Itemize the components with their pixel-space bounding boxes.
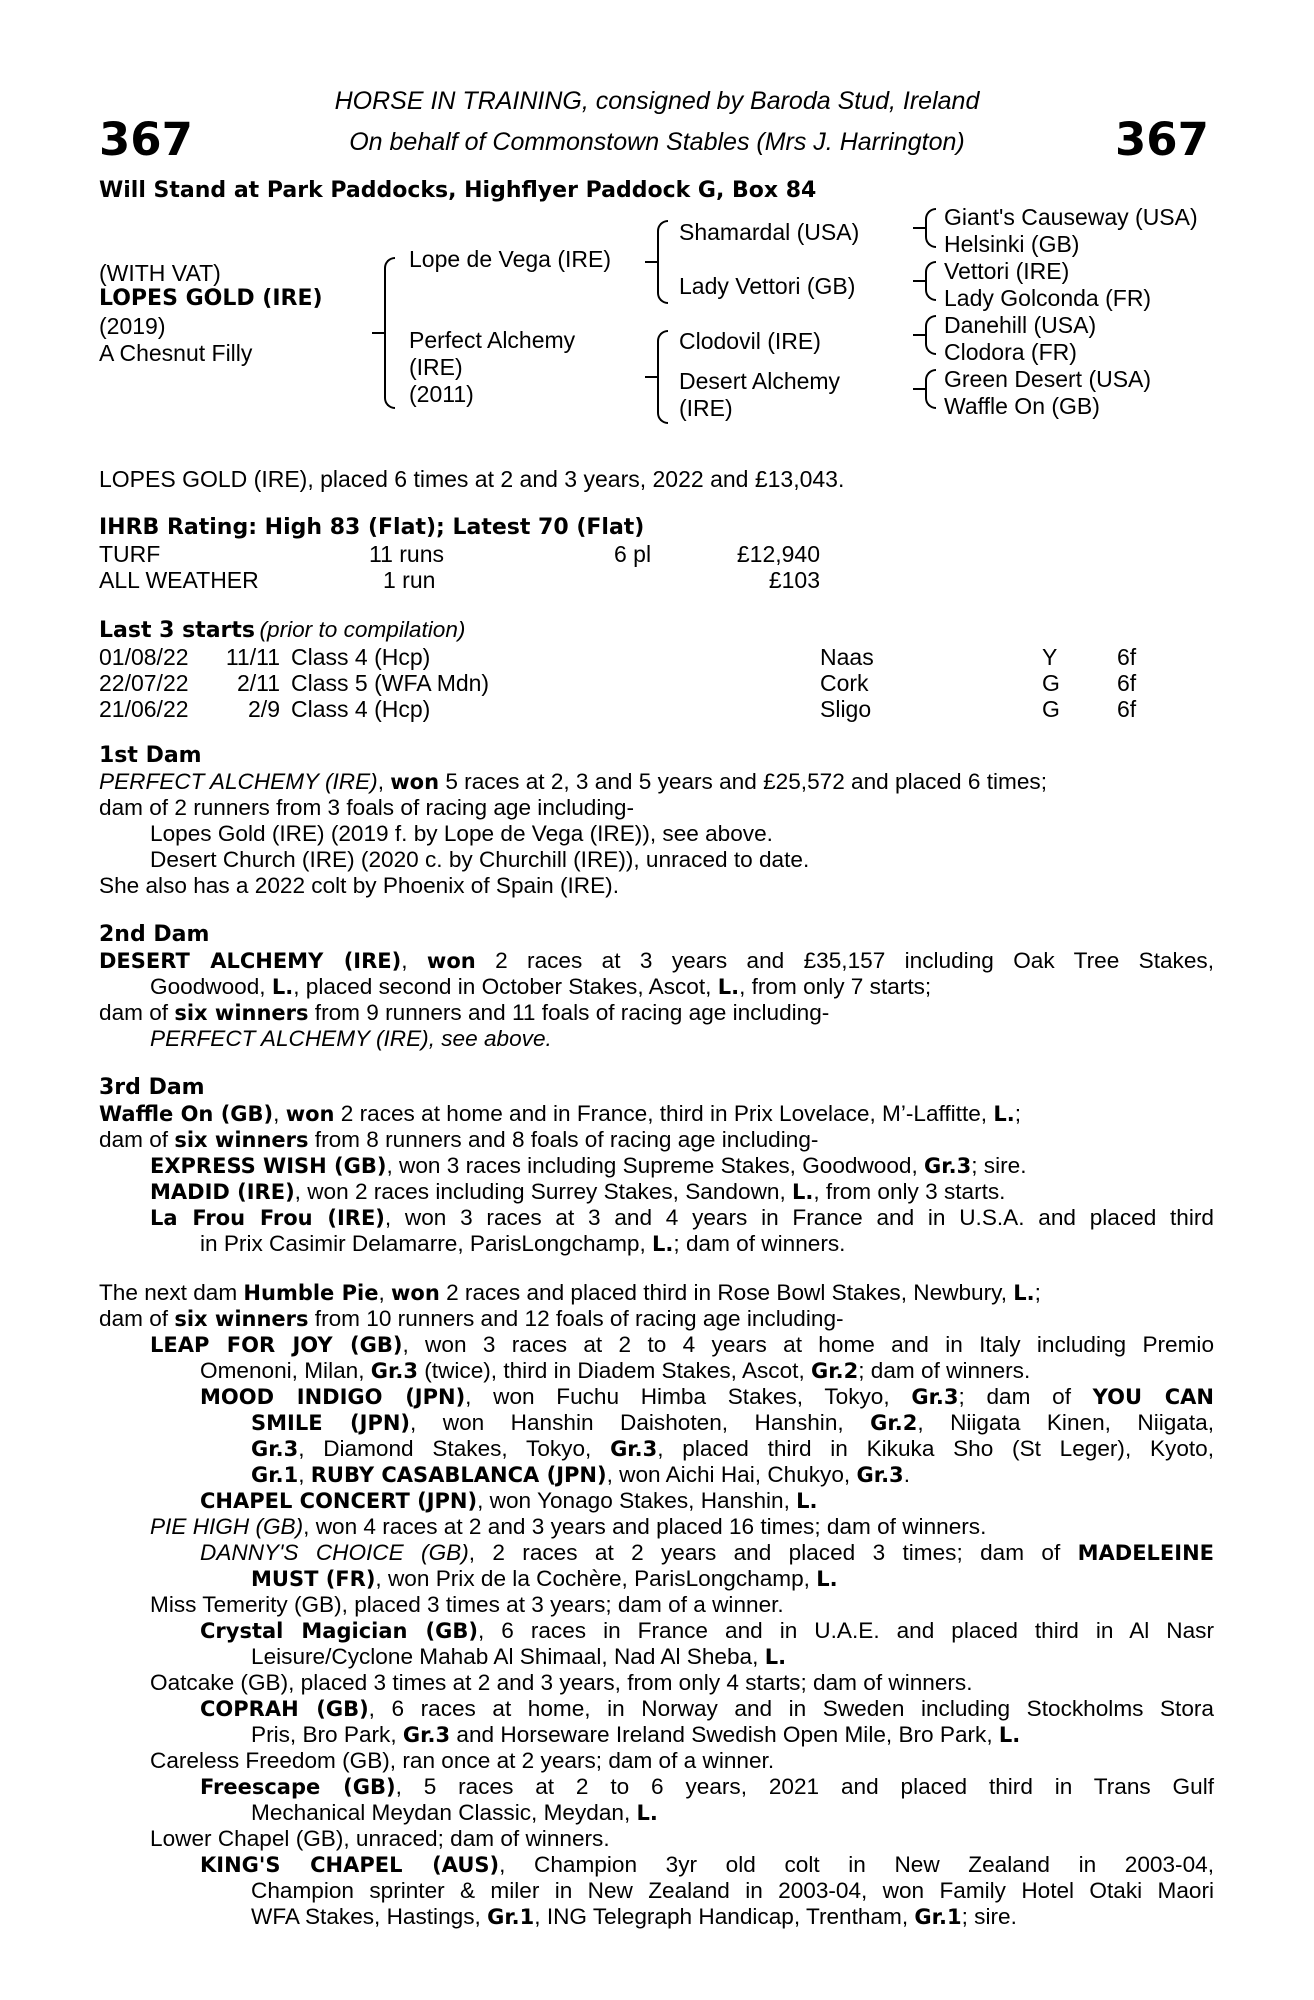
grade: Gr.3: [370, 1359, 418, 1383]
next-dam-line: [99, 1306, 1214, 1333]
rating-placed-turf: 6 pl: [614, 541, 652, 567]
next-dam-produce: [200, 1774, 1214, 1801]
text: , won 3 races including Supreme Stakes, Goodwood,: [386, 1153, 925, 1178]
listed: L.: [717, 975, 740, 999]
text: , won Hanshin Daishoten, Hanshin,: [410, 1410, 871, 1435]
won-label: won: [426, 949, 476, 973]
text: ; sire.: [971, 1153, 1027, 1178]
third-dam-produce: [200, 1231, 1214, 1258]
start-race: Class 5 (WFA Mdn): [291, 670, 490, 696]
third-dam-produce: [150, 1179, 1214, 1206]
text: , 6 races at home, in Norway and in Sweden including Stockholms Stora: [368, 1696, 1214, 1721]
start-course: Sligo: [820, 696, 872, 722]
horse-year: (2019): [99, 313, 166, 339]
next-dam-produce: [200, 1618, 1214, 1645]
brace-g2: [925, 261, 936, 301]
ggp-3: Vettori (IRE): [944, 258, 1070, 284]
next-dam-produce: [200, 1540, 1214, 1567]
second-dam-line: [99, 1000, 1214, 1027]
horse-description: A Chesnut Filly: [99, 340, 253, 366]
sire-dam: Lady Vettori (GB): [679, 273, 856, 299]
last-starts-heading: Last 3 starts: [99, 618, 256, 643]
text: , Diamond Stakes, Tokyo,: [298, 1436, 611, 1461]
text: , won Aichi Hai, Chukyo,: [606, 1462, 857, 1487]
vat-note: (WITH VAT): [99, 260, 221, 286]
brace-g4: [925, 369, 936, 409]
start-race: Class 4 (Hcp): [291, 644, 431, 670]
next-dam-produce: [251, 1410, 1214, 1437]
text: 2 races at 3 years and £35,157 including Oak Tree Stakes,: [475, 948, 1214, 973]
text: , won Prix de la Cochère, ParisLongchamp,: [375, 1566, 817, 1591]
on-behalf-line: On behalf of Commonstown Stables (Mrs J. Harrington): [349, 128, 965, 156]
winners-count: six winners: [174, 1307, 309, 1331]
next-dam-produce: [251, 1904, 1214, 1931]
horse-name: La Frou Frou (IRE): [150, 1206, 385, 1230]
ggp-8: Waffle On (GB): [944, 393, 1100, 419]
text: from 8 runners and 8 foals of racing age including-: [308, 1127, 819, 1152]
text: (twice), third in Diadem Stakes, Ascot,: [417, 1358, 812, 1383]
start-position: 11/11: [225, 644, 280, 670]
text: Omenoni, Milan,: [200, 1358, 371, 1383]
brace-g1: [925, 208, 936, 248]
first-dam-heading: 1st Dam: [99, 743, 202, 768]
horse-name: MOOD INDIGO (JPN): [200, 1385, 466, 1409]
horse-name: LOPES GOLD (IRE): [99, 286, 323, 311]
text: in Prix Casimir Delamarre, ParisLongchamp,: [200, 1231, 653, 1256]
text: , from only 3 starts.: [813, 1179, 1006, 1204]
text: and Horseware Ireland Swedish Open Mile, Bro Park,: [450, 1722, 999, 1747]
text: , 2 races at 2 years and placed 3 times; dam of: [468, 1540, 1078, 1565]
start-date: 22/07/22: [99, 670, 189, 696]
text: , placed second in October Stakes, Ascot,: [293, 974, 718, 999]
next-dam-produce: [251, 1644, 1214, 1671]
text: , Champion 3yr old colt in New Zealand in 2003-04,: [499, 1852, 1214, 1877]
last-starts-note: (prior to compilation): [259, 617, 466, 642]
horse-name: EXPRESS WISH (GB): [150, 1154, 387, 1178]
racing-summary: LOPES GOLD (IRE), placed 6 times at 2 and 3 years, 2022 and £13,043.: [99, 466, 845, 492]
next-dam-produce: [200, 1358, 1214, 1385]
first-dam-produce: Desert Church (IRE) (2020 c. by Churchill (IRE)), unraced to date.: [150, 847, 810, 872]
won-label: won: [390, 770, 440, 794]
horse-name: RUBY CASABLANCA (JPN): [310, 1463, 607, 1487]
rating-surface-aw: ALL WEATHER: [99, 567, 259, 593]
text: Leisure/Cyclone Mahab Al Shimaal, Nad Al Sheba,: [251, 1644, 765, 1669]
sep: ,: [378, 1280, 392, 1305]
dam-dam-line-1: Desert Alchemy: [679, 368, 841, 394]
horse-name: LEAP FOR JOY (GB): [150, 1333, 403, 1357]
next-dam-produce: [251, 1462, 1214, 1489]
third-dam-heading: 3rd Dam: [99, 1075, 205, 1100]
text: , 5 races at 2 to 6 years, 2021 and placed third in Trans Gulf: [395, 1774, 1214, 1799]
second-dam-name: DESERT ALCHEMY (IRE): [99, 949, 402, 973]
next-dam-produce: [200, 1384, 1214, 1411]
next-dam-produce: [251, 1566, 1214, 1593]
next-dam-produce: [200, 1852, 1214, 1879]
start-course: Cork: [820, 670, 869, 696]
rating-heading: IHRB Rating: High 83 (Flat); Latest 70 (Flat): [99, 515, 645, 540]
horse-name: KING'S CHAPEL (AUS): [200, 1853, 500, 1877]
sire: Lope de Vega (IRE): [409, 246, 612, 272]
horse-name: Crystal Magician (GB): [200, 1619, 478, 1643]
grade: Gr.3: [402, 1723, 451, 1747]
text: ; sire.: [961, 1904, 1017, 1929]
sep: ,: [298, 1462, 311, 1487]
horse-name: CHAPEL CONCERT (JPN): [200, 1489, 478, 1513]
next-dam-produce: Miss Temerity (GB), placed 3 times at 3 years; dam of a winner.: [150, 1592, 784, 1617]
text: Pris, Bro Park,: [251, 1722, 403, 1747]
text: .: [903, 1462, 910, 1487]
text: , 6 races in France and in U.A.E. and placed third in Al Nasr: [477, 1618, 1215, 1643]
text: ; dam of: [958, 1384, 1093, 1409]
next-dam-produce: [150, 1332, 1214, 1359]
grade: Gr.3: [924, 1154, 972, 1178]
next-dam-produce: Lower Chapel (GB), unraced; dam of winners.: [150, 1826, 610, 1851]
listed: L.: [271, 975, 294, 999]
first-dam-line: She also has a 2022 colt by Phoenix of Spain (IRE).: [99, 873, 619, 898]
dam-dam-line-2: (IRE): [679, 395, 733, 421]
horse-name: DANNY'S CHOICE (GB): [200, 1540, 469, 1565]
text: ;: [1014, 1101, 1022, 1126]
horse-name: MADID (IRE): [150, 1180, 295, 1204]
start-position: 2/11: [236, 670, 280, 696]
dam-line-1: Perfect Alchemy: [409, 327, 576, 353]
grade: Gr.3: [610, 1437, 658, 1461]
start-going: Y: [1042, 644, 1058, 670]
start-distance: 6f: [1117, 696, 1137, 722]
lot-number-left: 367: [99, 113, 193, 166]
start-going: G: [1042, 670, 1060, 696]
start-race: Class 4 (Hcp): [291, 696, 431, 722]
next-dam-produce: [200, 1696, 1214, 1723]
third-dam-produce: [150, 1153, 1214, 1180]
brace-g3: [925, 315, 936, 355]
horse-name: Freescape (GB): [200, 1775, 396, 1799]
third-dam-name: Waffle On (GB): [99, 1102, 274, 1126]
rating-surface-turf: TURF: [99, 541, 161, 567]
listed: L.: [816, 1567, 838, 1591]
grade: Gr.1: [487, 1905, 535, 1929]
winners-count: six winners: [174, 1001, 309, 1025]
listed: L.: [993, 1102, 1015, 1126]
sire-brace: [657, 220, 668, 304]
listed: L.: [1013, 1281, 1035, 1305]
horse-name: COPRAH (GB): [200, 1697, 369, 1721]
start-date: 21/06/22: [99, 696, 189, 722]
text: , won Yonago Stakes, Hanshin,: [477, 1488, 797, 1513]
lot-number-right: 367: [1115, 113, 1209, 166]
ggp-7: Green Desert (USA): [944, 366, 1152, 392]
first-dam-line: dam of 2 runners from 3 foals of racing age including-: [99, 795, 635, 820]
stand-location: Will Stand at Park Paddocks, Highflyer Paddock G, Box 84: [99, 178, 817, 203]
listed: L.: [652, 1232, 674, 1256]
listed: L.: [998, 1723, 1021, 1747]
first-dam-produce: Lopes Gold (IRE) (2019 f. by Lope de Vega (IRE)), see above.: [150, 821, 773, 846]
grade: Gr.2: [811, 1359, 859, 1383]
text: 5 races at 2, 3 and 5 years and £25,572 and placed 6 times;: [439, 769, 1047, 794]
start-position: 2/9: [248, 696, 280, 722]
consignor-line: HORSE IN TRAINING, consigned by Baroda Stud, Ireland: [334, 87, 980, 115]
third-dam-line: [99, 1101, 1214, 1128]
text: , won Fuchu Himba Stakes, Tokyo,: [465, 1384, 912, 1409]
text: , ING Telegraph Handicap, Trentham,: [534, 1904, 915, 1929]
sire-sire: Shamardal (USA): [679, 219, 860, 245]
horse-name: SMILE (JPN): [251, 1411, 411, 1435]
rating-runs-turf: 11 runs: [369, 541, 445, 567]
text: ; dam of winners.: [673, 1231, 846, 1256]
second-dam-heading: 2nd Dam: [99, 922, 210, 947]
text: , won 2 races including Surrey Stakes, Sandown,: [294, 1179, 792, 1204]
text: WFA Stakes, Hastings,: [251, 1904, 488, 1929]
winners-count: six winners: [174, 1128, 309, 1152]
sep: ,: [273, 1101, 286, 1126]
text: 2 races and placed third in Rose Bowl Stakes, Newbury,: [439, 1280, 1014, 1305]
next-dam-produce: Oatcake (GB), placed 3 times at 2 and 3 years, from only 4 starts; dam of winners.: [150, 1670, 973, 1695]
next-dam-produce: [251, 1722, 1214, 1749]
text: The next dam: [99, 1280, 244, 1305]
ggp-6: Clodora (FR): [944, 339, 1077, 365]
grade: Gr.3: [251, 1437, 299, 1461]
second-dam-line: [99, 948, 1214, 975]
text: 2 races at home and in France, third in Prix Lovelace, M’-Laffitte,: [334, 1101, 994, 1126]
dam-sire: Clodovil (IRE): [679, 328, 821, 354]
grade: Gr.3: [856, 1463, 904, 1487]
text: , won 3 races at 3 and 4 years in France and in U.S.A. and placed third: [384, 1205, 1214, 1230]
text: dam of: [99, 1306, 175, 1331]
start-distance: 6f: [1117, 644, 1137, 670]
grade: Gr.2: [870, 1411, 918, 1435]
text: ;: [1034, 1280, 1041, 1305]
ggp-1: Giant's Causeway (USA): [944, 204, 1198, 230]
next-dam-produce: [150, 1514, 1214, 1540]
text: , placed third in Kikuka Sho (St Leger), Kyoto,: [657, 1436, 1215, 1461]
horse-name: MADELEINE: [1077, 1541, 1214, 1565]
ggp-4: Lady Golconda (FR): [944, 285, 1152, 311]
text: from 10 runners and 12 foals of racing age including-: [308, 1306, 844, 1331]
listed: L.: [792, 1180, 814, 1204]
next-dam-name: Humble Pie: [243, 1281, 379, 1305]
first-dam-line: [99, 769, 1214, 796]
horse-name: MUST (FR): [251, 1567, 376, 1591]
rating-prize-aw: £103: [768, 567, 820, 593]
dam-brace: [657, 330, 668, 424]
start-distance: 6f: [1117, 670, 1137, 696]
text: Mechanical Meydan Classic, Meydan,: [251, 1800, 637, 1825]
next-dam-produce: Champion sprinter & miler in New Zealand in 2003-04, won Family Hotel Otaki Maori: [251, 1878, 1214, 1903]
pedigree-brace: [384, 257, 395, 409]
listed: L.: [796, 1489, 818, 1513]
grade: Gr.3: [911, 1385, 959, 1409]
text: ; dam of winners.: [858, 1358, 1031, 1383]
dam-line-2: (IRE): [409, 354, 463, 380]
won-label: won: [391, 1281, 440, 1305]
listed: L.: [636, 1801, 658, 1825]
text: , from only 7 starts;: [739, 974, 932, 999]
first-dam-name: PERFECT ALCHEMY (IRE): [99, 769, 378, 794]
next-dam-produce: [251, 1800, 1214, 1827]
third-dam-line: [99, 1127, 1214, 1154]
rating-runs-aw: 1 run: [383, 567, 436, 593]
horse-name: YOU CAN: [1092, 1385, 1214, 1409]
grade: Gr.1: [914, 1905, 962, 1929]
text: dam of: [99, 1127, 175, 1152]
text: , Niigata Kinen, Niigata,: [917, 1410, 1214, 1435]
start-date: 01/08/22: [99, 644, 189, 670]
start-going: G: [1042, 696, 1060, 722]
text: Goodwood,: [150, 974, 272, 999]
next-dam-produce: [251, 1436, 1214, 1463]
text: , won 4 races at 2 and 3 years and placed 16 times; dam of winners.: [303, 1514, 987, 1539]
second-dam-line: [150, 974, 1214, 1001]
next-dam-produce: Careless Freedom (GB), ran once at 2 years; dam of a winner.: [150, 1748, 775, 1773]
text: dam of: [99, 1000, 175, 1025]
won-label: won: [285, 1102, 335, 1126]
next-dam-produce: [200, 1488, 1214, 1515]
start-course: Naas: [820, 644, 874, 670]
sep: ,: [401, 948, 427, 973]
ggp-5: Danehill (USA): [944, 312, 1097, 338]
grade: Gr.1: [251, 1463, 299, 1487]
last-starts-heading-row: [99, 617, 465, 646]
dam-line-3: (2011): [409, 381, 474, 407]
text: , won 3 races at 2 to 4 years at home and in Italy including Premio: [402, 1332, 1215, 1357]
horse-name: PIE HIGH (GB): [150, 1514, 304, 1539]
text: from 9 runners and 11 foals of racing age including-: [308, 1000, 830, 1025]
ggp-2: Helsinki (GB): [944, 231, 1080, 257]
rating-prize-turf: £12,940: [736, 541, 820, 567]
next-dam-line: [99, 1280, 1214, 1307]
sep: ,: [377, 769, 391, 794]
listed: L.: [764, 1645, 787, 1669]
third-dam-produce: [150, 1205, 1214, 1232]
second-dam-produce: PERFECT ALCHEMY (IRE), see above.: [150, 1026, 552, 1051]
